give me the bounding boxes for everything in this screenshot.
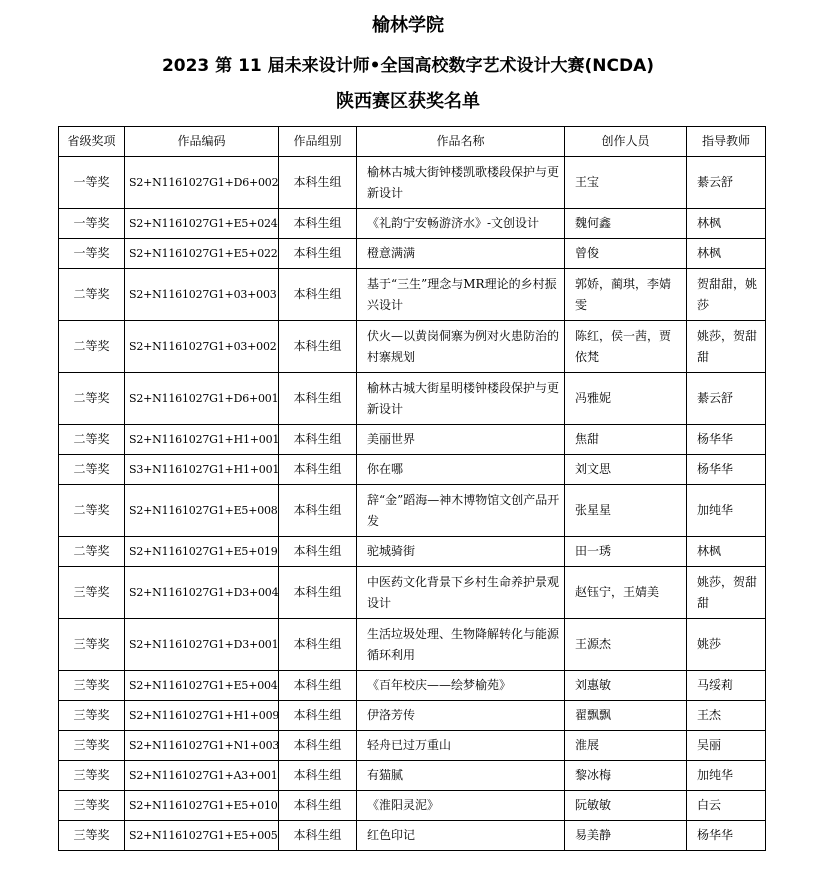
- award-cell: 二等奖: [59, 485, 125, 537]
- table-row: [59, 269, 766, 321]
- advisor-cell: 姚莎: [687, 619, 766, 671]
- award-cell: 三等奖: [59, 821, 125, 851]
- award-cell: 三等奖: [59, 701, 125, 731]
- advisor-cell: 加纯华: [687, 761, 766, 791]
- table-row: [59, 731, 766, 761]
- table-row: [59, 373, 766, 425]
- advisor-cell: 吴丽: [687, 731, 766, 761]
- group-cell: 本科生组: [279, 373, 357, 425]
- group-cell: 本科生组: [279, 821, 357, 851]
- work-name-cell: 美丽世界: [357, 425, 565, 455]
- table-row: [59, 701, 766, 731]
- work-name-cell: 中医药文化背景下乡村生命养护景观设计: [357, 567, 565, 619]
- creators-cell: 田一琇: [565, 537, 687, 567]
- table-row: [59, 239, 766, 269]
- school-title: 榆林学院: [372, 15, 444, 36]
- work-name-cell: 《百年校庆——绘梦榆苑》: [357, 671, 565, 701]
- work-name-cell: 榆林古城大街星明楼钟楼段保护与更新设计: [357, 373, 565, 425]
- code-cell: S2+N1161027G1+E5+005: [125, 821, 279, 851]
- table-row: [59, 157, 766, 209]
- advisor-cell: 林枫: [687, 239, 766, 269]
- creators-cell: 阮敏敏: [565, 791, 687, 821]
- column-header-code: 作品编码: [125, 127, 279, 157]
- award-cell: 二等奖: [59, 537, 125, 567]
- code-cell: S2+N1161027G1+E5+024: [125, 209, 279, 239]
- group-cell: 本科生组: [279, 157, 357, 209]
- creators-cell: 张星星: [565, 485, 687, 537]
- code-cell: S2+N1161027G1+D6+001: [125, 373, 279, 425]
- code-cell: S2+N1161027G1+E5+022: [125, 239, 279, 269]
- table-row: [59, 455, 766, 485]
- group-cell: 本科生组: [279, 671, 357, 701]
- award-cell: 三等奖: [59, 791, 125, 821]
- award-cell: 二等奖: [59, 373, 125, 425]
- group-cell: 本科生组: [279, 455, 357, 485]
- creators-cell: 刘惠敏: [565, 671, 687, 701]
- award-cell: 二等奖: [59, 455, 125, 485]
- work-name-cell: 《淮阳灵泥》: [357, 791, 565, 821]
- award-cell: 一等奖: [59, 239, 125, 269]
- code-cell: S2+N1161027G1+E5+019: [125, 537, 279, 567]
- code-cell: S2+N1161027G1+E5+010: [125, 791, 279, 821]
- award-cell: 三等奖: [59, 731, 125, 761]
- creators-cell: 黎冰梅: [565, 761, 687, 791]
- award-cell: 一等奖: [59, 209, 125, 239]
- award-table: [58, 126, 766, 851]
- creators-cell: 淮展: [565, 731, 687, 761]
- group-cell: 本科生组: [279, 239, 357, 269]
- advisor-cell: 马绥莉: [687, 671, 766, 701]
- group-cell: 本科生组: [279, 321, 357, 373]
- award-cell: 三等奖: [59, 567, 125, 619]
- code-cell: S2+N1161027G1+03+002: [125, 321, 279, 373]
- creators-cell: 魏何鑫: [565, 209, 687, 239]
- advisor-cell: 王杰: [687, 701, 766, 731]
- group-cell: 本科生组: [279, 425, 357, 455]
- group-cell: 本科生组: [279, 791, 357, 821]
- work-name-cell: 轻舟已过万重山: [357, 731, 565, 761]
- column-header-name: 作品名称: [357, 127, 565, 157]
- creators-cell: 焦甜: [565, 425, 687, 455]
- table-header-row: [59, 127, 766, 157]
- code-cell: S2+N1161027G1+D3+004: [125, 567, 279, 619]
- table-row: [59, 761, 766, 791]
- code-cell: S2+N1161027G1+03+003: [125, 269, 279, 321]
- work-name-cell: 驼城骑街: [357, 537, 565, 567]
- code-cell: S2+N1161027G1+D3+001: [125, 619, 279, 671]
- creators-cell: 翟飘飘: [565, 701, 687, 731]
- code-cell: S2+N1161027G1+A3+001: [125, 761, 279, 791]
- advisor-cell: 綦云舒: [687, 373, 766, 425]
- advisor-cell: 林枫: [687, 537, 766, 567]
- advisor-cell: 林枫: [687, 209, 766, 239]
- code-cell: S2+N1161027G1+N1+003: [125, 731, 279, 761]
- advisor-cell: 姚莎，贺甜甜: [687, 321, 766, 373]
- table-row: [59, 821, 766, 851]
- award-cell: 三等奖: [59, 619, 125, 671]
- code-cell: S2+N1161027G1+E5+008: [125, 485, 279, 537]
- advisor-cell: 杨华华: [687, 425, 766, 455]
- work-name-cell: 生活垃圾处理、生物降解转化与能源循环利用: [357, 619, 565, 671]
- advisor-cell: 加纯华: [687, 485, 766, 537]
- award-cell: 二等奖: [59, 269, 125, 321]
- work-name-cell: 《礼韵宁安畅游济水》-文创设计: [357, 209, 565, 239]
- group-cell: 本科生组: [279, 701, 357, 731]
- table-row: [59, 425, 766, 455]
- creators-cell: 郭娇，蔺琪，李婧雯: [565, 269, 687, 321]
- advisor-cell: 綦云舒: [687, 157, 766, 209]
- group-cell: 本科生组: [279, 619, 357, 671]
- table-row: [59, 209, 766, 239]
- column-header-award: 省级奖项: [59, 127, 125, 157]
- creators-cell: 赵钰宁，王婧美: [565, 567, 687, 619]
- work-name-cell: 有猫腻: [357, 761, 565, 791]
- work-name-cell: 红色印记: [357, 821, 565, 851]
- advisor-cell: 姚莎，贺甜甜: [687, 567, 766, 619]
- code-cell: S2+N1161027G1+H1+001: [125, 425, 279, 455]
- work-name-cell: 伏火—以黄岗侗寨为例对火患防治的村寨规划: [357, 321, 565, 373]
- table-row: [59, 321, 766, 373]
- award-cell: 二等奖: [59, 425, 125, 455]
- code-cell: S2+N1161027G1+D6+002: [125, 157, 279, 209]
- table-row: [59, 567, 766, 619]
- advisor-cell: 贺甜甜，姚莎: [687, 269, 766, 321]
- group-cell: 本科生组: [279, 567, 357, 619]
- group-cell: 本科生组: [279, 761, 357, 791]
- creators-cell: 易美静: [565, 821, 687, 851]
- award-cell: 二等奖: [59, 321, 125, 373]
- work-name-cell: 橙意满满: [357, 239, 565, 269]
- table-row: [59, 485, 766, 537]
- table-row: [59, 537, 766, 567]
- group-cell: 本科生组: [279, 537, 357, 567]
- group-cell: 本科生组: [279, 269, 357, 321]
- creators-cell: 王源杰: [565, 619, 687, 671]
- group-cell: 本科生组: [279, 209, 357, 239]
- column-header-group: 作品组别: [279, 127, 357, 157]
- group-cell: 本科生组: [279, 485, 357, 537]
- creators-cell: 王宝: [565, 157, 687, 209]
- creators-cell: 曾俊: [565, 239, 687, 269]
- list-title: 陕西赛区获奖名单: [336, 91, 480, 112]
- award-cell: 三等奖: [59, 761, 125, 791]
- code-cell: S2+N1161027G1+E5+004: [125, 671, 279, 701]
- work-name-cell: 基于“三生”理念与MR理论的乡村振兴设计: [357, 269, 565, 321]
- competition-title: 2023 第 11 届未来设计师•全国高校数字艺术设计大赛(NCDA): [161, 56, 655, 76]
- table-row: [59, 791, 766, 821]
- table-body: [59, 157, 766, 851]
- creators-cell: 冯雅妮: [565, 373, 687, 425]
- column-header-advisor: 指导教师: [687, 127, 766, 157]
- work-name-cell: 榆林古城大街钟楼凯歌楼段保护与更新设计: [357, 157, 565, 209]
- creators-cell: 刘文思: [565, 455, 687, 485]
- work-name-cell: 你在哪: [357, 455, 565, 485]
- advisor-cell: 杨华华: [687, 455, 766, 485]
- award-cell: 一等奖: [59, 157, 125, 209]
- award-cell: 三等奖: [59, 671, 125, 701]
- group-cell: 本科生组: [279, 731, 357, 761]
- advisor-cell: 杨华华: [687, 821, 766, 851]
- advisor-cell: 白云: [687, 791, 766, 821]
- work-name-cell: 辞“金”蹈海—神木博物馆文创产品开发: [357, 485, 565, 537]
- table-row: [59, 671, 766, 701]
- work-name-cell: 伊洛芳传: [357, 701, 565, 731]
- code-cell: S2+N1161027G1+H1+009: [125, 701, 279, 731]
- creators-cell: 陈红，侯一茜，贾依梵: [565, 321, 687, 373]
- code-cell: S3+N1161027G1+H1+001: [125, 455, 279, 485]
- column-header-creators: 创作人员: [565, 127, 687, 157]
- table-row: [59, 619, 766, 671]
